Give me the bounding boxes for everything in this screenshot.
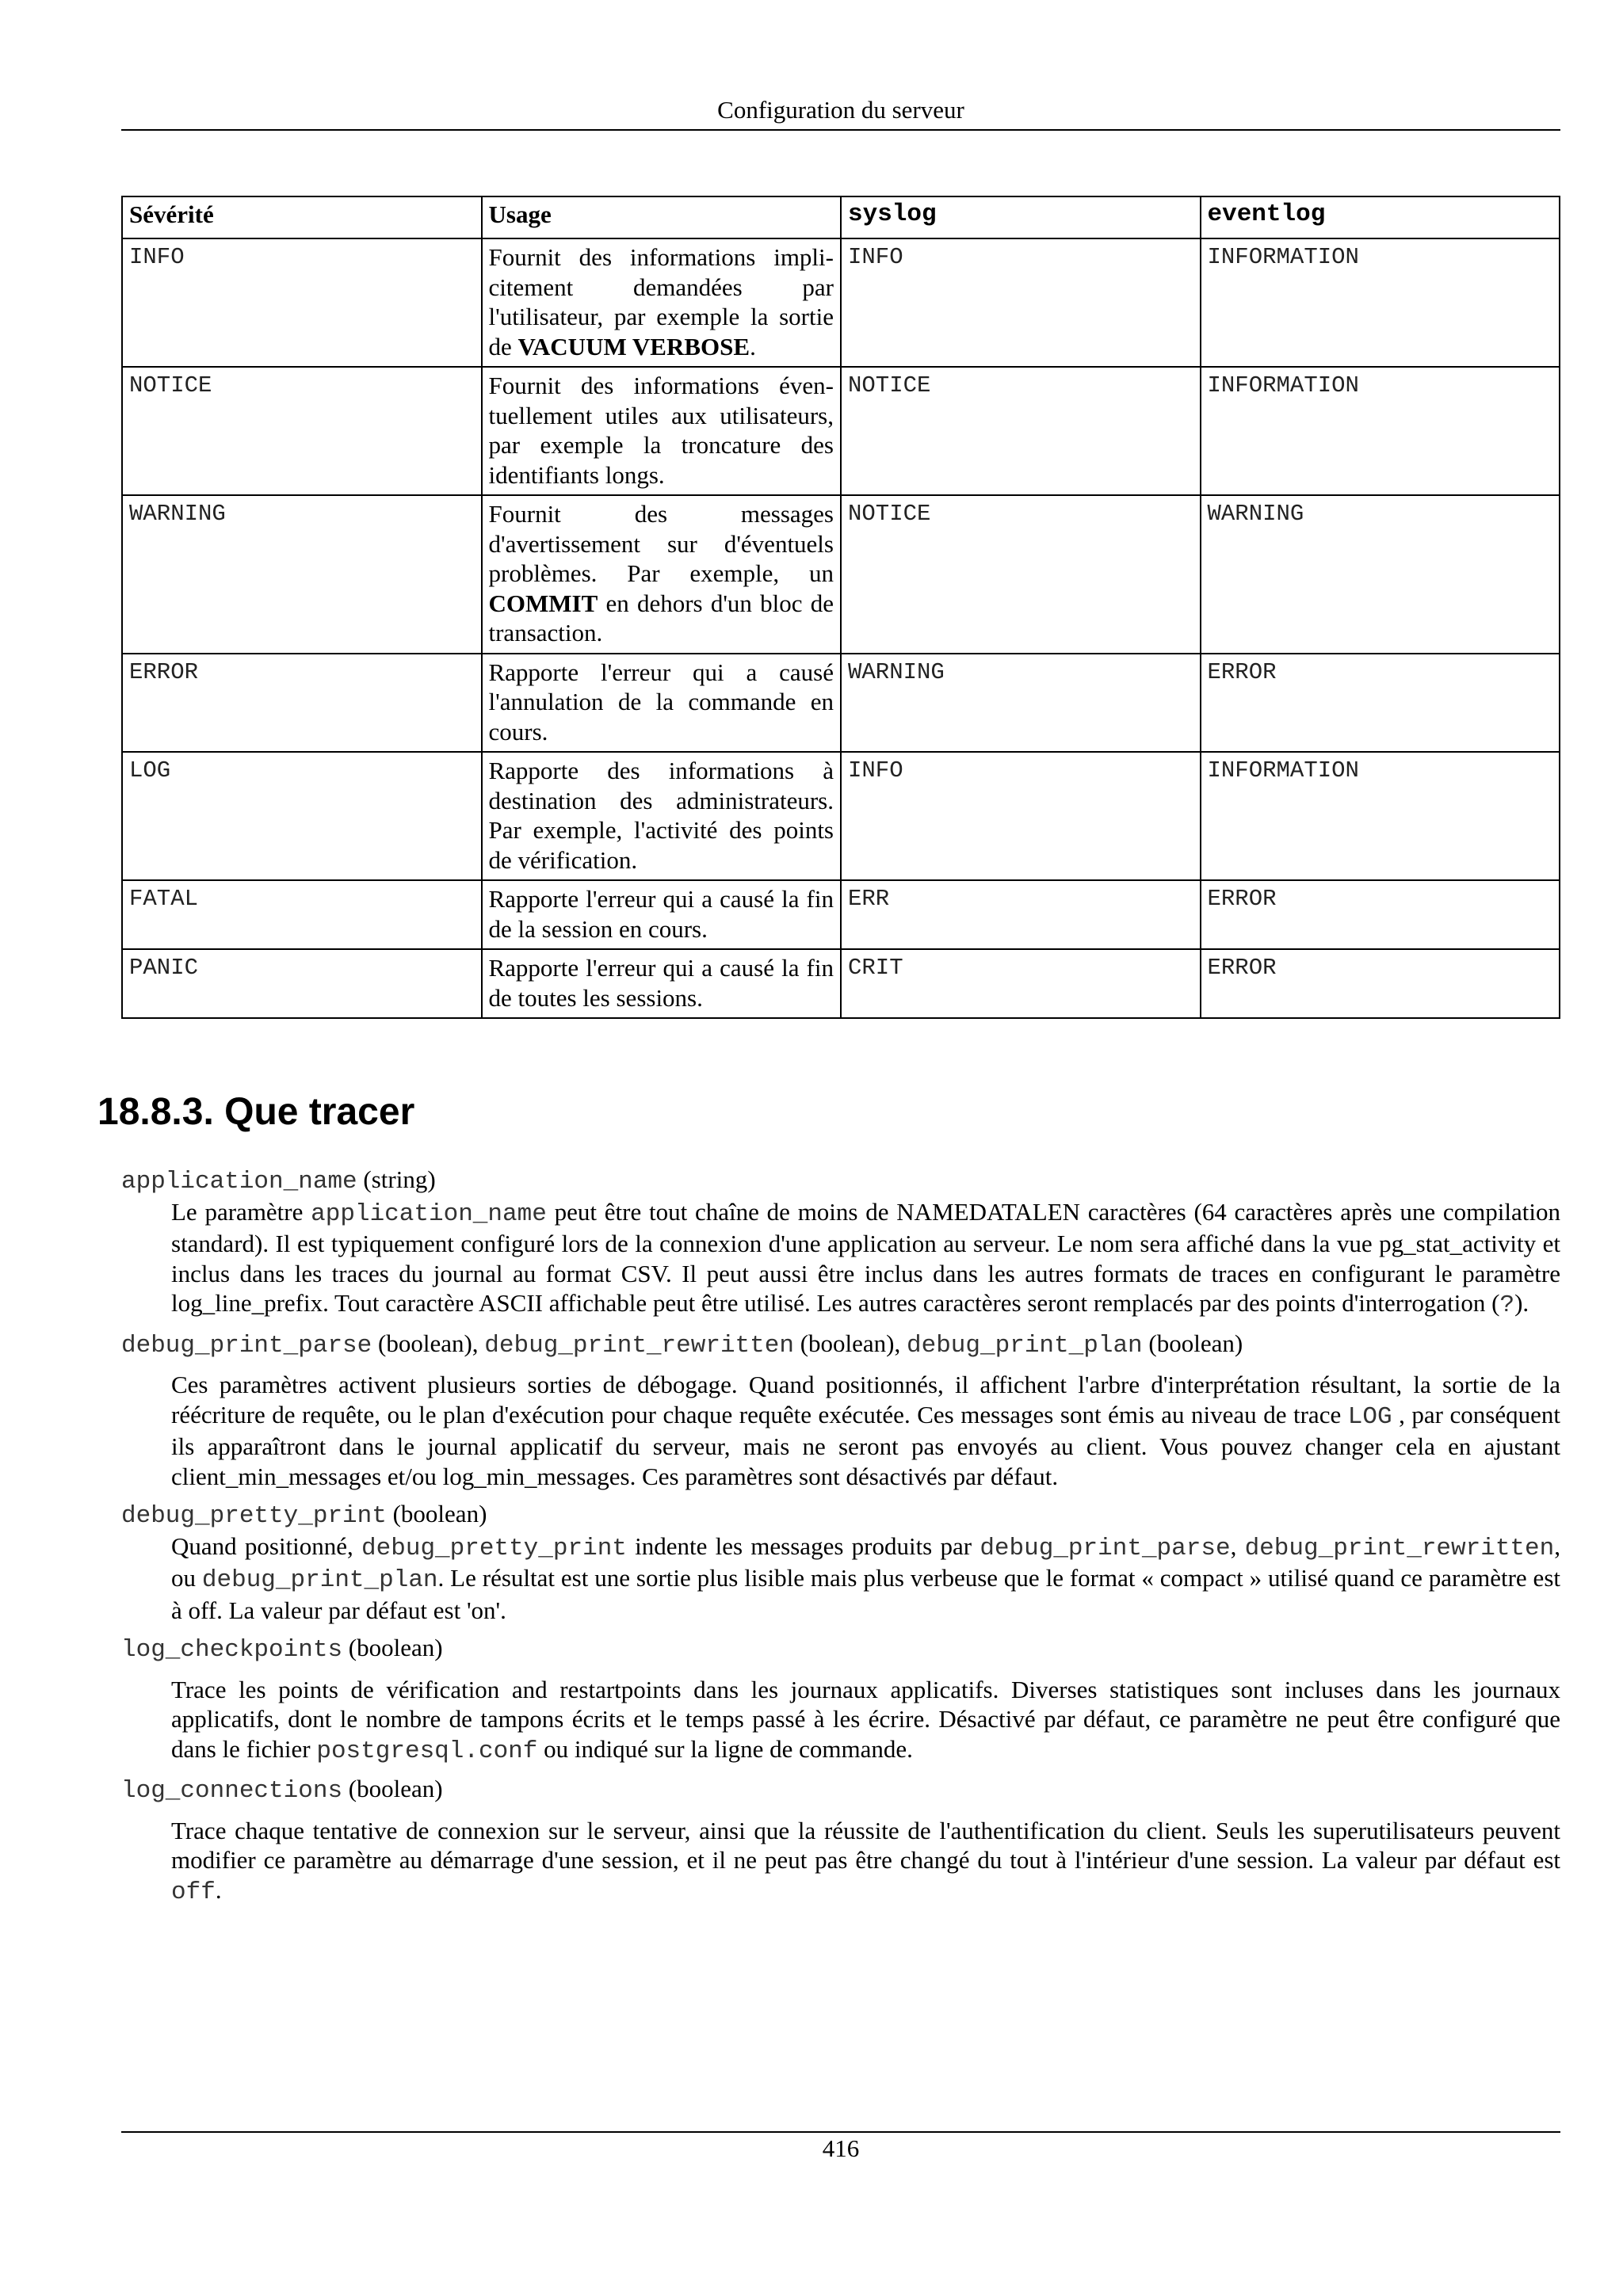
desc-text: , xyxy=(1230,1531,1245,1560)
inline-code: postgresql.conf xyxy=(316,1737,538,1765)
eventlog-cell: WARNING xyxy=(1201,495,1560,654)
eventlog-cell: ERROR xyxy=(1201,949,1560,1018)
param-type: (boolean) xyxy=(1142,1329,1243,1357)
usage-cell xyxy=(482,495,842,654)
usage-cell: Rapporte des informations à destination des administrateurs. Par exemple, l'activité des points de vérification. xyxy=(482,752,842,880)
inline-code: debug_pretty_print xyxy=(361,1534,627,1562)
eventlog-cell: ERROR xyxy=(1201,880,1560,949)
header-severity: Sévérité xyxy=(122,196,482,238)
desc-text: Quand positionné, xyxy=(171,1531,362,1560)
eventlog-cell: INFORMATION xyxy=(1201,752,1560,880)
table-row xyxy=(122,880,1560,949)
desc-text: ou indiqué sur la ligne de commande. xyxy=(537,1734,913,1763)
param-debug-pretty-print xyxy=(121,1499,1560,1625)
param-term xyxy=(121,1165,1560,1197)
table-row xyxy=(122,752,1560,880)
param-description xyxy=(171,1197,1560,1321)
inline-code: LOG xyxy=(1347,1402,1392,1431)
param-debug-print xyxy=(121,1329,1560,1492)
severity-cell: LOG xyxy=(122,752,482,880)
inline-code: ? xyxy=(1499,1291,1515,1319)
usage-cell xyxy=(482,238,842,367)
usage-text: . xyxy=(750,332,756,360)
param-name: debug_print_rewritten xyxy=(484,1331,794,1360)
usage-cell: Fournit des informations éventuellement utiles aux utilisateurs, par exemple la troncature des identifiants longs. xyxy=(482,367,842,495)
param-log-checkpoints xyxy=(121,1633,1560,1766)
severity-cell: NOTICE xyxy=(122,367,482,495)
page-header: Configuration du serveur xyxy=(717,96,964,124)
desc-text: Trace chaque tentative de connexion sur le serveur, ainsi que la réussite de l'authentification du client. Seuls les superutilisateurs peuvent modifier ce paramètre au démarrage d'une session, et il ne peut pas être changé du tout à l'intérieur d'une session. La valeur par défaut est xyxy=(171,1816,1560,1874)
syslog-cell: NOTICE xyxy=(841,367,1201,495)
desc-text: Ces paramètres activent plusieurs sorties de débogage. Quand positionnés, il affichent l'arbre d'interprétation résultant, la sortie de la réécriture de requête, ou le plan d'exécution pour chaque requête exécutée. Ces messages sont émis au niveau de trace xyxy=(171,1371,1560,1428)
param-type: (boolean) xyxy=(342,1775,443,1802)
usage-cell: Rapporte l'erreur qui a causé la fin de la session en cours. xyxy=(482,880,842,949)
usage-text: Fournit des messages d'avertissement sur d'éventuels problèmes. Par exemple, un xyxy=(488,500,834,587)
eventlog-cell: ERROR xyxy=(1201,654,1560,753)
param-description xyxy=(171,1531,1560,1626)
table-row xyxy=(122,238,1560,367)
page-number: 416 xyxy=(822,2134,860,2162)
syslog-cell: CRIT xyxy=(841,949,1201,1018)
param-term xyxy=(121,1633,1560,1665)
syslog-cell: INFO xyxy=(841,752,1201,880)
syslog-cell: WARNING xyxy=(841,654,1201,753)
desc-text: peut être tout chaîne de moins de NAMEDATALEN caractères (64 caractères après une compilation standard). Il est typiquement configuré lors de la connexion d'une application au serveur. Le nom sera affiché dans la vue pg_stat_activity et inclus dans les traces du journal au format CSV. Il peut aussi être inclus dans les autres formats de traces en configurant le paramètre log_line_prefix. Tout caractère ASCII affichable peut être utilisé. Les autres caractères seront remplacés par des points d'interrogation ( xyxy=(171,1197,1561,1317)
table-row xyxy=(122,949,1560,1018)
desc-text: . Le résultat est une sortie plus lisible mais plus verbeuse que le format « compact » utilisé quand ce paramètre est à off. La valeur par défaut est 'on'. xyxy=(171,1564,1560,1624)
param-name: debug_print_parse xyxy=(121,1331,372,1360)
param-name: log_checkpoints xyxy=(121,1636,343,1664)
inline-code: debug_print_plan xyxy=(201,1566,438,1594)
param-name: debug_print_plan xyxy=(907,1331,1143,1360)
usage-command: VACUUM VERBOSE xyxy=(517,332,750,360)
desc-text: ). xyxy=(1514,1289,1529,1317)
severity-cell: INFO xyxy=(122,238,482,367)
param-application-name xyxy=(121,1165,1560,1321)
desc-text: indente les messages produits par xyxy=(626,1531,980,1560)
desc-text: , ou xyxy=(171,1531,1560,1592)
syslog-cell: INFO xyxy=(841,238,1201,367)
inline-code: debug_print_rewritten xyxy=(1244,1534,1555,1562)
section-title: 18.8.3. Que tracer xyxy=(97,1091,415,1133)
desc-text: , par conséquent ils apparaîtront dans le journal applicatif du serveur, mais ne seront pas envoyés au client. Vous pouvez changer cela en ajustant client_min_messages et/ou log_min_messages. Ces paramètres sont désactivés par défaut. xyxy=(171,1400,1560,1490)
table-header-row xyxy=(122,196,1560,238)
severity-cell: WARNING xyxy=(122,495,482,654)
parameter-list xyxy=(121,1165,1560,1915)
header-syslog: syslog xyxy=(841,196,1201,238)
table-row xyxy=(122,495,1560,654)
param-name: log_connections xyxy=(121,1777,343,1805)
eventlog-cell: INFORMATION xyxy=(1201,367,1560,495)
usage-text: Fournit des informations implicitement demandées par l'utilisateur, par exemple la sortie de xyxy=(488,243,834,360)
syslog-cell: ERR xyxy=(841,880,1201,949)
desc-text: . xyxy=(215,1875,222,1904)
param-type: (string) xyxy=(357,1165,436,1193)
usage-text: en dehors d'un bloc de transaction. xyxy=(488,589,834,646)
severity-cell: ERROR xyxy=(122,654,482,753)
table-row xyxy=(122,367,1560,495)
table-row xyxy=(122,654,1560,753)
param-name: debug_pretty_print xyxy=(121,1502,387,1530)
header-usage: Usage xyxy=(482,196,842,238)
desc-text: Le paramètre xyxy=(171,1197,311,1226)
param-term xyxy=(121,1499,1560,1531)
param-log-connections xyxy=(121,1774,1560,1907)
param-type: (boolean) xyxy=(342,1634,443,1661)
eventlog-cell: INFORMATION xyxy=(1201,238,1560,367)
severity-cell: PANIC xyxy=(122,949,482,1018)
header-eventlog: eventlog xyxy=(1201,196,1560,238)
desc-text: Trace les points de vérification and restartpoints dans les journaux applicatifs. Diverses statistiques sont incluses dans les journaux applicatifs, dont le nombre de tampons écrits et le temps passé à les écrire. Désactivé par défaut, ce paramètre ne peut être configuré que dans le fichier xyxy=(171,1675,1560,1763)
usage-cell: Rapporte l'erreur qui a causé la fin de toutes les sessions. xyxy=(482,949,842,1018)
param-description xyxy=(171,1816,1560,1908)
usage-command: COMMIT xyxy=(488,589,598,617)
usage-cell: Rapporte l'erreur qui a causé l'annulation de la commande en cours. xyxy=(482,654,842,753)
header-rule xyxy=(121,129,1560,131)
param-type: (boolean), xyxy=(372,1329,485,1357)
severity-cell: FATAL xyxy=(122,880,482,949)
param-type: (boolean) xyxy=(386,1500,487,1527)
param-description xyxy=(171,1675,1560,1767)
inline-code: off xyxy=(171,1878,216,1906)
inline-code: application_name xyxy=(311,1199,547,1228)
syslog-cell: NOTICE xyxy=(841,495,1201,654)
param-term xyxy=(121,1774,1560,1806)
param-name: application_name xyxy=(121,1168,357,1196)
param-term xyxy=(121,1329,1560,1361)
inline-code: debug_print_parse xyxy=(980,1534,1231,1562)
param-type: (boolean), xyxy=(793,1329,907,1357)
param-description xyxy=(171,1370,1560,1491)
severity-table xyxy=(121,196,1560,1019)
